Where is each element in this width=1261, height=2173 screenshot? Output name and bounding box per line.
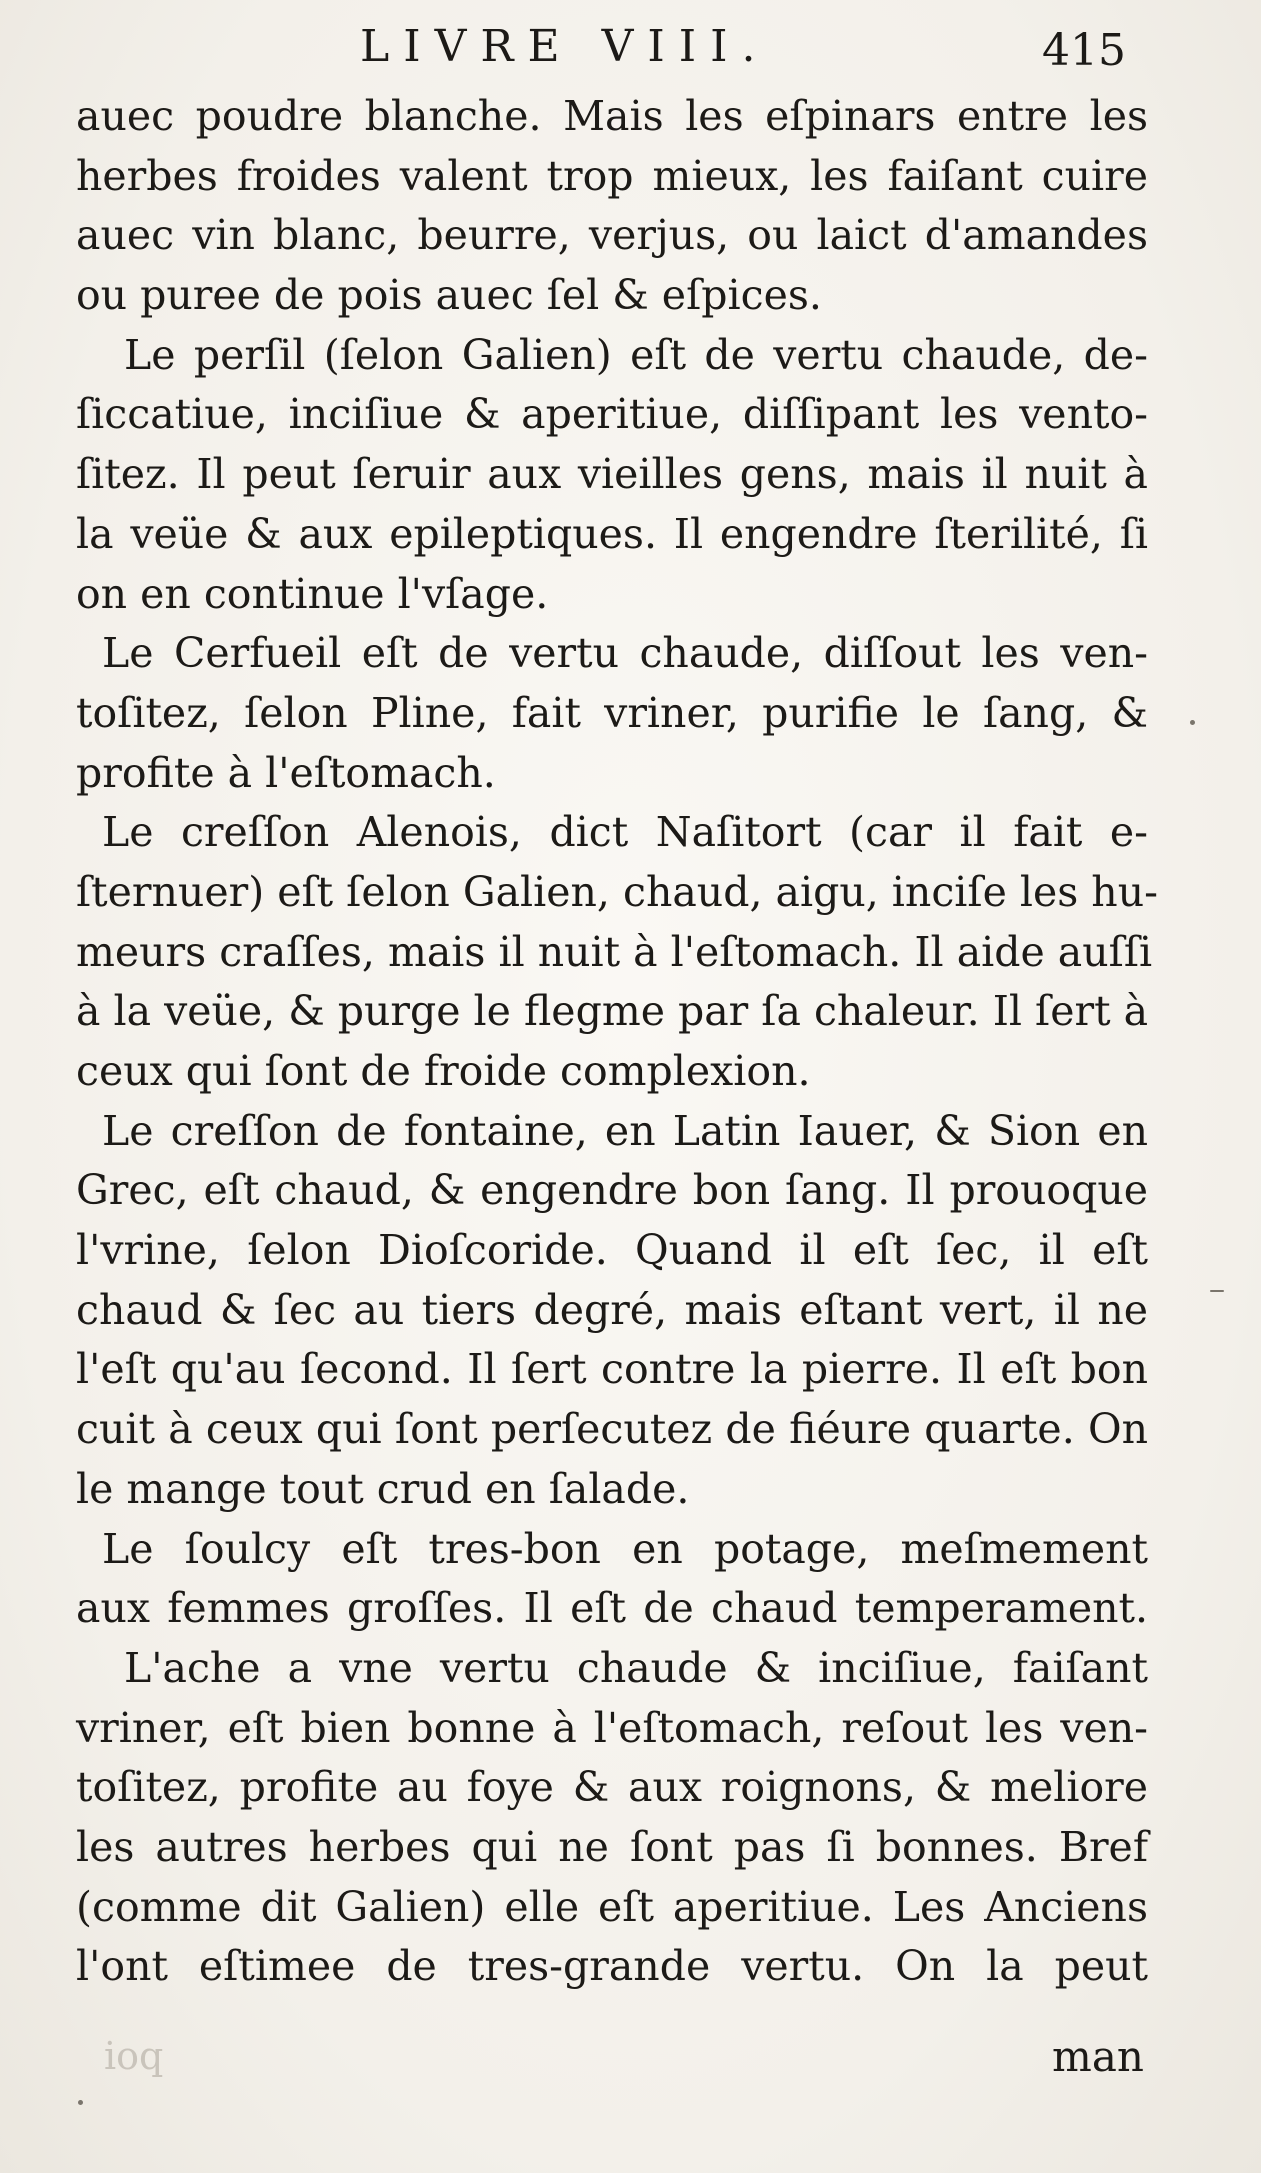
body-text [76, 87, 1158, 1997]
text-line: ceux qui ſont de froide complexion. [76, 1047, 811, 1095]
text-line: herbes froides valent trop mieux, les faiſant cuire [76, 151, 1148, 200]
text-line: la veüe & aux epileptiques. Il engendre ſterilité, ſi [76, 509, 1148, 558]
text-line: Grec, eſt chaud, & engendre bon ſang. Il prouoque [76, 1166, 1148, 1215]
text-line: vriner, eſt bien bonne à l'eſtomach, reſout les ven- [76, 1703, 1148, 1752]
text-line: auec poudre blanche. Mais les eſpinars entre les [76, 92, 1148, 140]
text-line: l'ont eſtimee de tres-grande vertu. On la peut [76, 1942, 1148, 1991]
page-number: 415 [1042, 25, 1126, 76]
text-line: ſternuer) eſt ſelon Galien, chaud, aigu, inciſe les hu- [76, 867, 1158, 916]
text-line: les autres herbes qui ne ſont pas ſi bonnes. Bref [76, 1822, 1148, 1871]
text-line: l'eſt qu'au ſecond. Il ſert contre la pierre. Il eſt bon [76, 1345, 1148, 1394]
text-line: ſiccatiue, inciſiue & aperitiue, diſſipant les vento- [76, 390, 1148, 439]
ink-speck [1210, 1290, 1224, 1292]
text-line: profite à l'eſtomach. [76, 748, 496, 797]
text-line: toſitez, profite au foye & aux roignons, & meliore [76, 1763, 1148, 1812]
paragraph-start-line: Le creſſon de fontaine, en Latin Iauer, & Sion en [102, 1106, 1148, 1155]
bleed-through-text: ioq [104, 2034, 164, 2078]
paragraph-start-line: Le perſil (ſelon Galien) eſt de vertu chaude, de- [124, 330, 1148, 379]
paragraph-start-line: L'ache a vne vertu chaude & inciſiue, faiſant [124, 1643, 1148, 1692]
paragraph-start-line: Le ſoulcy eſt tres-bon en potage, meſmement [102, 1524, 1148, 1573]
text-line: ou puree de pois auec ſel & eſpices. [76, 271, 822, 320]
text-line: à la veüe, & purge le flegme par ſa chaleur. Il ſert à [76, 987, 1149, 1036]
paragraph-start-line: Le creſſon Alenois, dict Naſitort (car il fait e- [102, 808, 1148, 857]
text-line: toſitez, ſelon Pline, fait vriner, purifie le ſang, & [76, 688, 1148, 737]
text-line: cuit à ceux qui ſont perſecutez de fiéure quarte. On [76, 1405, 1148, 1454]
paragraph-start-line: Le Cerfueil eſt de vertu chaude, diſſout les ven- [102, 629, 1148, 678]
catchword: man [1052, 2032, 1144, 2081]
text-line: on en continue l'vſage. [76, 569, 549, 618]
text-line: chaud & ſec au tiers degré, mais eſtant vert, il ne [76, 1285, 1148, 1334]
text-line: ſitez. Il peut ſeruir aux vieilles gens, mais il nuit à [76, 450, 1148, 499]
text-line: meurs craſſes, mais il nuit à l'eſtomach. Il aide auſſi [76, 927, 1153, 976]
running-head: LIVRE VIII. [360, 21, 770, 72]
text-line: (comme dit Galien) elle eſt aperitiue. Les Anciens [76, 1882, 1148, 1931]
text-line: le mange tout crud en ſalade. [76, 1464, 690, 1513]
ink-speck [1190, 720, 1195, 725]
ink-speck [78, 2100, 83, 2105]
text-line: aux femmes groſſes. Il eſt de chaud temperament. [76, 1584, 1148, 1633]
text-line: auec vin blanc, beurre, verjus, ou laict d'amandes [76, 211, 1148, 260]
text-line: l'vrine, ſelon Dioſcoride. Quand il eſt ſec, il eſt [76, 1226, 1148, 1275]
